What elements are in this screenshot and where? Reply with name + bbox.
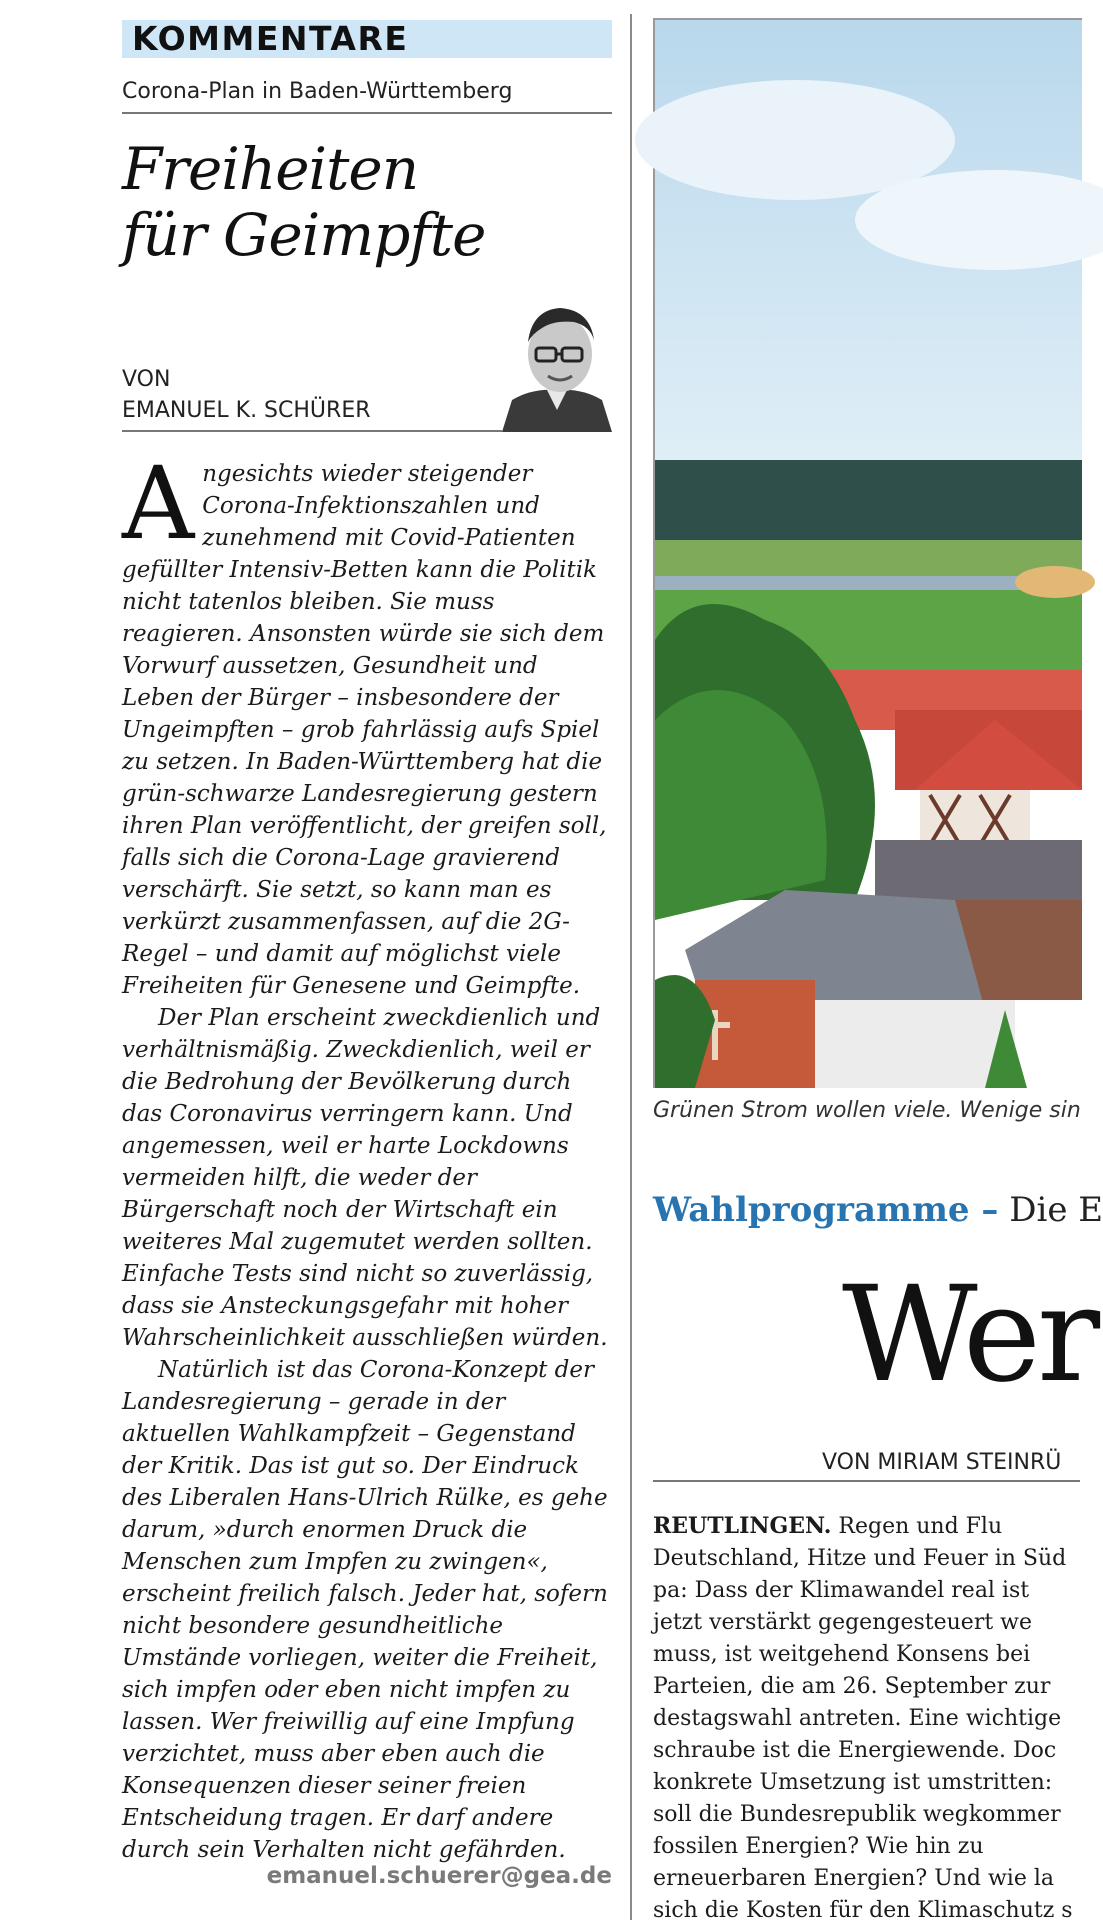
feature-headline: Wer <box>842 1258 1097 1412</box>
body-line: destagswahl antreten. Eine wichtige <box>653 1706 1062 1731</box>
feature-body <box>653 1510 1083 1927</box>
body-line: fossilen Energien? Wie hin zu <box>653 1834 984 1859</box>
paragraph: Natürlich ist das Corona-Konzept der Landesregierung – gerade in der aktuellen Wahlkampfzeit – Gegenstand der Kritik. Das ist gut so. Der Eindruck des Liberalen Hans-Ulrich Rülke, es gehe darum, »durch enormen Druck die Menschen zum Impfen zu zwingen«, erscheint freilich falsch. Jeder hat, sofern nicht besondere gesundheitliche Umstände vorliegen, weiter die Freiheit, sich impfen oder eben nicht impfen zu lassen. Wer freiwillig auf eine Impfung verzichtet, muss aber eben auch die Konsequenzen dieser seiner freien Entscheidung tragen. Er darf andere durch sein Verhalten nicht gefährden. <box>122 1357 608 1863</box>
body-line <box>653 1510 1083 1543</box>
body-line: erneuerbaren Energien? Und wie la <box>653 1866 1055 1891</box>
paragraph-text: ngesichts wieder steigender Corona-Infektionszahlen und zunehmend mit Covid-Patienten gefüllter Intensiv-Betten kann die Politik nicht tatenlos bleiben. Sie muss reagieren. Ansonsten würde sie sich dem Vorwurf aussetzen, Gesundheit und Leben der Bürger – insbesondere der Ungeimpften – grob fahrlässig aufs Spiel zu setzen. In Baden-Württemberg hat die grün-schwarze Landesregierung gestern ihren Plan veröffentlicht, der greifen soll, falls sich die Corona-Lage gravierend verschärft. Sie setzt, so kann man es verkürzt zusammenfassen, auf die 2G-Regel – und damit auf möglichst viele Freiheiten für Genesene und Geimpfte. <box>122 461 607 999</box>
divider <box>122 112 612 114</box>
divider <box>653 1480 1080 1482</box>
body-line-text: Regen und Flu <box>831 1514 1003 1539</box>
feature-overline <box>653 1188 1103 1232</box>
photo-caption: Grünen Strom wollen viele. Wenige sin <box>653 1098 1081 1123</box>
paragraph <box>122 445 612 1002</box>
body-line: pa: Dass der Klimawandel real ist <box>653 1578 1030 1603</box>
commentary-headline <box>122 136 485 268</box>
byline-von: VON <box>122 367 171 392</box>
author-byline <box>122 364 371 426</box>
body-line: sich die Kosten für den Klimaschutz s <box>653 1898 1073 1923</box>
section-kicker: KOMMENTARE <box>132 19 409 58</box>
body-line: schraube ist die Energiewende. Doc <box>653 1738 1057 1763</box>
body-line: jetzt verstärkt gegengesteuert we <box>653 1610 1033 1635</box>
drop-cap: A <box>122 445 195 562</box>
column-divider <box>630 14 632 1920</box>
overline-accent: Wahlprogramme – <box>653 1190 999 1230</box>
author-email[interactable]: emanuel.schuerer@gea.de <box>266 1863 612 1889</box>
author-portrait <box>502 292 612 432</box>
body-line: muss, ist weitgehend Konsens bei <box>653 1642 1031 1667</box>
feature-byline: VON MIRIAM STEINRÜ <box>822 1450 1062 1475</box>
headline-line-2: für Geimpfte <box>122 201 486 269</box>
overline-text: Die E <box>998 1190 1103 1230</box>
body-line: soll die Bundesrepublik wegkommer <box>653 1802 1061 1827</box>
dateline: REUTLINGEN. <box>653 1513 832 1539</box>
body-line: Parteien, die am 26. September zur <box>653 1674 1051 1699</box>
paragraph: Der Plan erscheint zweckdienlich und verhältnismäßig. Zweckdienlich, weil er die Bedrohung der Bevölkerung durch das Coronavirus verringern kann. Und angemessen, weil er harte Lockdowns vermeiden hilft, die weder der Bürgerschaft noch der Wirtschaft ein weiteres Mal zugemutet werden sollten. Einfache Tests sind nicht so zuverlässig, dass sie Ansteckungsgefahr mit hoher Wahrscheinlichkeit ausschließen würden. <box>122 1005 608 1351</box>
commentary-body <box>122 445 612 1866</box>
body-line: Deutschland, Hitze und Feuer in Süd <box>653 1546 1067 1571</box>
body-line: konkrete Umsetzung ist umstritten: <box>653 1770 1053 1795</box>
headline-line-1: Freiheiten <box>122 135 419 203</box>
topic-line: Corona-Plan in Baden-Württemberg <box>122 79 513 104</box>
village-photo <box>653 18 1082 1088</box>
author-name: EMANUEL K. SCHÜRER <box>122 398 371 423</box>
divider <box>122 430 502 432</box>
